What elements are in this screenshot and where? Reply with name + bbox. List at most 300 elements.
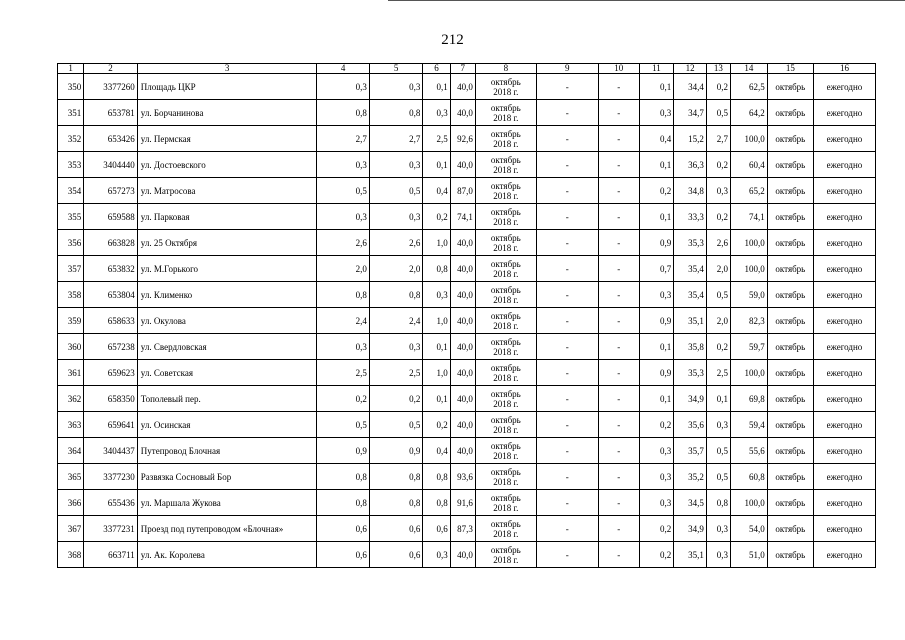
col11-value: 0,1 bbox=[639, 204, 674, 230]
col4-value: 2,4 bbox=[317, 308, 370, 334]
col15-month: октябрь bbox=[767, 360, 813, 386]
col4-value: 0,5 bbox=[317, 412, 370, 438]
date-year: 2018 г. bbox=[493, 268, 519, 279]
date-year: 2018 г. bbox=[493, 294, 519, 305]
col14-value: 74,1 bbox=[730, 204, 767, 230]
col9-value: - bbox=[536, 412, 598, 438]
col11-value: 0,1 bbox=[639, 386, 674, 412]
col5-value: 0,6 bbox=[369, 542, 423, 568]
col13-value: 0,1 bbox=[706, 386, 730, 412]
row-number: 368 bbox=[58, 542, 84, 568]
col4-value: 2,6 bbox=[317, 230, 370, 256]
column-number-row bbox=[58, 64, 876, 74]
col12-value: 35,7 bbox=[674, 438, 707, 464]
row-number: 354 bbox=[58, 178, 84, 204]
date-year: 2018 г. bbox=[493, 320, 519, 331]
column-header: 11 bbox=[639, 64, 674, 74]
col6-value: 0,8 bbox=[423, 464, 450, 490]
col11-value: 0,3 bbox=[639, 100, 674, 126]
column-header: 15 bbox=[767, 64, 813, 74]
date-year: 2018 г. bbox=[493, 372, 519, 383]
date-year: 2018 г. bbox=[493, 476, 519, 487]
col12-value: 34,9 bbox=[674, 516, 707, 542]
object-name: ул. Клименко bbox=[137, 282, 317, 308]
object-name: ул. Маршала Жукова bbox=[137, 490, 317, 516]
col6-value: 0,1 bbox=[423, 152, 450, 178]
col7-value: 40,0 bbox=[450, 230, 475, 256]
col16-period: ежегодно bbox=[813, 490, 875, 516]
col4-value: 0,3 bbox=[317, 152, 370, 178]
col4-value: 0,8 bbox=[317, 282, 370, 308]
col9-value: - bbox=[536, 360, 598, 386]
date-month: октябрь bbox=[490, 466, 521, 477]
col8-date bbox=[475, 282, 536, 308]
col10-value: - bbox=[598, 100, 639, 126]
col9-value: - bbox=[536, 230, 598, 256]
col12-value: 33,3 bbox=[674, 204, 707, 230]
col13-value: 0,2 bbox=[706, 204, 730, 230]
row-number: 366 bbox=[58, 490, 84, 516]
object-code: 663711 bbox=[84, 542, 138, 568]
col5-value: 2,4 bbox=[369, 308, 423, 334]
col4-value: 0,3 bbox=[317, 334, 370, 360]
col8-date bbox=[475, 204, 536, 230]
object-code: 653781 bbox=[84, 100, 138, 126]
object-code: 657273 bbox=[84, 178, 138, 204]
col16-period: ежегодно bbox=[813, 464, 875, 490]
col4-value: 0,6 bbox=[317, 516, 370, 542]
col6-value: 0,6 bbox=[423, 516, 450, 542]
date-year: 2018 г. bbox=[493, 450, 519, 461]
row-number: 364 bbox=[58, 438, 84, 464]
col10-value: - bbox=[598, 126, 639, 152]
table-row bbox=[58, 334, 876, 360]
col15-month: октябрь bbox=[767, 412, 813, 438]
date-month: октябрь bbox=[490, 414, 521, 425]
date-month: октябрь bbox=[490, 76, 521, 87]
col8-date bbox=[475, 490, 536, 516]
column-header: 10 bbox=[598, 64, 639, 74]
col6-value: 0,2 bbox=[423, 204, 450, 230]
object-name: ул. Ак. Королева bbox=[137, 542, 317, 568]
col12-value: 15,2 bbox=[674, 126, 707, 152]
col6-value: 2,5 bbox=[423, 126, 450, 152]
col9-value: - bbox=[536, 256, 598, 282]
date-year: 2018 г. bbox=[493, 164, 519, 175]
col5-value: 0,6 bbox=[369, 516, 423, 542]
col14-value: 59,4 bbox=[730, 412, 767, 438]
col16-period: ежегодно bbox=[813, 100, 875, 126]
object-name: ул. Осинская bbox=[137, 412, 317, 438]
col12-value: 35,3 bbox=[674, 230, 707, 256]
col10-value: - bbox=[598, 256, 639, 282]
col9-value: - bbox=[536, 74, 598, 100]
col6-value: 0,3 bbox=[423, 542, 450, 568]
date-month: октябрь bbox=[490, 544, 521, 555]
row-number: 367 bbox=[58, 516, 84, 542]
date-month: октябрь bbox=[490, 336, 521, 347]
col8-date bbox=[475, 230, 536, 256]
col13-value: 0,2 bbox=[706, 334, 730, 360]
table-row bbox=[58, 412, 876, 438]
col11-value: 0,2 bbox=[639, 178, 674, 204]
table-row bbox=[58, 542, 876, 568]
col8-date bbox=[475, 126, 536, 152]
col12-value: 35,2 bbox=[674, 464, 707, 490]
column-header: 4 bbox=[317, 64, 370, 74]
col6-value: 0,8 bbox=[423, 256, 450, 282]
col7-value: 40,0 bbox=[450, 74, 475, 100]
date-year: 2018 г. bbox=[493, 190, 519, 201]
col15-month: октябрь bbox=[767, 282, 813, 308]
col7-value: 40,0 bbox=[450, 334, 475, 360]
col14-value: 100,0 bbox=[730, 230, 767, 256]
table-row bbox=[58, 178, 876, 204]
object-name: Развязка Сосновый Бор bbox=[137, 464, 317, 490]
col11-value: 0,1 bbox=[639, 74, 674, 100]
col9-value: - bbox=[536, 516, 598, 542]
col4-value: 2,0 bbox=[317, 256, 370, 282]
col10-value: - bbox=[598, 74, 639, 100]
col15-month: октябрь bbox=[767, 516, 813, 542]
col5-value: 0,8 bbox=[369, 282, 423, 308]
row-number: 365 bbox=[58, 464, 84, 490]
date-year: 2018 г. bbox=[493, 216, 519, 227]
col10-value: - bbox=[598, 438, 639, 464]
col13-value: 0,3 bbox=[706, 542, 730, 568]
col4-value: 0,9 bbox=[317, 438, 370, 464]
col16-period: ежегодно bbox=[813, 256, 875, 282]
object-code: 659641 bbox=[84, 412, 138, 438]
col14-value: 100,0 bbox=[730, 360, 767, 386]
col7-value: 40,0 bbox=[450, 100, 475, 126]
table-row bbox=[58, 386, 876, 412]
col13-value: 0,5 bbox=[706, 464, 730, 490]
col15-month: октябрь bbox=[767, 230, 813, 256]
col12-value: 35,8 bbox=[674, 334, 707, 360]
column-header: 7 bbox=[450, 64, 475, 74]
object-code: 653426 bbox=[84, 126, 138, 152]
col14-value: 60,8 bbox=[730, 464, 767, 490]
column-header: 3 bbox=[137, 64, 317, 74]
table-row bbox=[58, 438, 876, 464]
col16-period: ежегодно bbox=[813, 204, 875, 230]
col6-value: 0,2 bbox=[423, 412, 450, 438]
col8-date bbox=[475, 334, 536, 360]
top-rule bbox=[388, 0, 905, 1]
date-month: октябрь bbox=[490, 518, 521, 529]
date-year: 2018 г. bbox=[493, 398, 519, 409]
object-code: 659623 bbox=[84, 360, 138, 386]
col16-period: ежегодно bbox=[813, 386, 875, 412]
object-name: ул. Свердловская bbox=[137, 334, 317, 360]
col5-value: 0,8 bbox=[369, 490, 423, 516]
col9-value: - bbox=[536, 464, 598, 490]
object-name: ул. Пермская bbox=[137, 126, 317, 152]
row-number: 358 bbox=[58, 282, 84, 308]
col6-value: 0,1 bbox=[423, 74, 450, 100]
object-code: 3377260 bbox=[84, 74, 138, 100]
col7-value: 40,0 bbox=[450, 152, 475, 178]
col6-value: 0,4 bbox=[423, 178, 450, 204]
col14-value: 55,6 bbox=[730, 438, 767, 464]
col11-value: 0,9 bbox=[639, 230, 674, 256]
object-code: 3377231 bbox=[84, 516, 138, 542]
col11-value: 0,2 bbox=[639, 412, 674, 438]
col16-period: ежегодно bbox=[813, 126, 875, 152]
object-code: 658633 bbox=[84, 308, 138, 334]
page-number: 212 bbox=[441, 32, 464, 48]
column-header: 2 bbox=[84, 64, 138, 74]
col14-value: 60,4 bbox=[730, 152, 767, 178]
object-name: Путепровод Блочная bbox=[137, 438, 317, 464]
col4-value: 0,6 bbox=[317, 542, 370, 568]
col7-value: 40,0 bbox=[450, 386, 475, 412]
object-name: ул. 25 Октября bbox=[137, 230, 317, 256]
col5-value: 0,2 bbox=[369, 386, 423, 412]
row-number: 360 bbox=[58, 334, 84, 360]
col14-value: 100,0 bbox=[730, 126, 767, 152]
col11-value: 0,3 bbox=[639, 464, 674, 490]
date-month: октябрь bbox=[490, 232, 521, 243]
column-header: 9 bbox=[536, 64, 598, 74]
col9-value: - bbox=[536, 204, 598, 230]
col4-value: 0,5 bbox=[317, 178, 370, 204]
col11-value: 0,3 bbox=[639, 490, 674, 516]
col5-value: 2,6 bbox=[369, 230, 423, 256]
column-header: 1 bbox=[58, 64, 84, 74]
col13-value: 0,3 bbox=[706, 412, 730, 438]
col14-value: 54,0 bbox=[730, 516, 767, 542]
row-number: 352 bbox=[58, 126, 84, 152]
col8-date bbox=[475, 308, 536, 334]
col10-value: - bbox=[598, 360, 639, 386]
row-number: 351 bbox=[58, 100, 84, 126]
col11-value: 0,1 bbox=[639, 152, 674, 178]
col16-period: ежегодно bbox=[813, 308, 875, 334]
row-number: 359 bbox=[58, 308, 84, 334]
col15-month: октябрь bbox=[767, 308, 813, 334]
object-name: ул. Матросова bbox=[137, 178, 317, 204]
object-name: Проезд под путепроводом «Блочная» bbox=[137, 516, 317, 542]
col6-value: 1,0 bbox=[423, 360, 450, 386]
column-header: 14 bbox=[730, 64, 767, 74]
col8-date bbox=[475, 152, 536, 178]
col13-value: 2,0 bbox=[706, 256, 730, 282]
object-name: ул. М.Горького bbox=[137, 256, 317, 282]
col15-month: октябрь bbox=[767, 542, 813, 568]
col11-value: 0,1 bbox=[639, 334, 674, 360]
col15-month: октябрь bbox=[767, 152, 813, 178]
col7-value: 91,6 bbox=[450, 490, 475, 516]
col6-value: 0,3 bbox=[423, 100, 450, 126]
col5-value: 0,5 bbox=[369, 178, 423, 204]
col7-value: 92,6 bbox=[450, 126, 475, 152]
date-month: октябрь bbox=[490, 284, 521, 295]
col16-period: ежегодно bbox=[813, 74, 875, 100]
date-month: октябрь bbox=[490, 154, 521, 165]
date-year: 2018 г. bbox=[493, 346, 519, 357]
col8-date bbox=[475, 178, 536, 204]
col11-value: 0,7 bbox=[639, 256, 674, 282]
row-number: 362 bbox=[58, 386, 84, 412]
col7-value: 40,0 bbox=[450, 282, 475, 308]
col14-value: 51,0 bbox=[730, 542, 767, 568]
col9-value: - bbox=[536, 308, 598, 334]
column-header: 12 bbox=[674, 64, 707, 74]
date-month: октябрь bbox=[490, 180, 521, 191]
column-header: 8 bbox=[475, 64, 536, 74]
col7-value: 40,0 bbox=[450, 412, 475, 438]
column-header: 6 bbox=[423, 64, 450, 74]
col13-value: 0,3 bbox=[706, 178, 730, 204]
object-name: ул. Достоевского bbox=[137, 152, 317, 178]
col16-period: ежегодно bbox=[813, 516, 875, 542]
col8-date bbox=[475, 256, 536, 282]
col8-date bbox=[475, 386, 536, 412]
col16-period: ежегодно bbox=[813, 152, 875, 178]
col14-value: 59,7 bbox=[730, 334, 767, 360]
col11-value: 0,2 bbox=[639, 516, 674, 542]
col16-period: ежегодно bbox=[813, 230, 875, 256]
object-code: 3377230 bbox=[84, 464, 138, 490]
col10-value: - bbox=[598, 152, 639, 178]
col4-value: 2,7 bbox=[317, 126, 370, 152]
col11-value: 0,4 bbox=[639, 126, 674, 152]
col5-value: 0,3 bbox=[369, 152, 423, 178]
col8-date bbox=[475, 542, 536, 568]
col13-value: 0,5 bbox=[706, 100, 730, 126]
col12-value: 34,5 bbox=[674, 490, 707, 516]
col9-value: - bbox=[536, 490, 598, 516]
col12-value: 36,3 bbox=[674, 152, 707, 178]
date-month: октябрь bbox=[490, 492, 521, 503]
col13-value: 2,7 bbox=[706, 126, 730, 152]
object-name: ул. Парковая bbox=[137, 204, 317, 230]
col10-value: - bbox=[598, 334, 639, 360]
date-year: 2018 г. bbox=[493, 502, 519, 513]
row-number: 356 bbox=[58, 230, 84, 256]
col9-value: - bbox=[536, 178, 598, 204]
col4-value: 0,8 bbox=[317, 464, 370, 490]
col9-value: - bbox=[536, 438, 598, 464]
col12-value: 35,1 bbox=[674, 542, 707, 568]
col13-value: 2,0 bbox=[706, 308, 730, 334]
col6-value: 0,1 bbox=[423, 334, 450, 360]
col7-value: 93,6 bbox=[450, 464, 475, 490]
col8-date bbox=[475, 464, 536, 490]
object-code: 658350 bbox=[84, 386, 138, 412]
col15-month: октябрь bbox=[767, 386, 813, 412]
col13-value: 0,2 bbox=[706, 74, 730, 100]
col4-value: 0,3 bbox=[317, 204, 370, 230]
object-code: 653832 bbox=[84, 256, 138, 282]
date-year: 2018 г. bbox=[493, 112, 519, 123]
col7-value: 40,0 bbox=[450, 308, 475, 334]
table-row bbox=[58, 152, 876, 178]
table-row bbox=[58, 100, 876, 126]
col14-value: 69,8 bbox=[730, 386, 767, 412]
col6-value: 0,4 bbox=[423, 438, 450, 464]
col10-value: - bbox=[598, 230, 639, 256]
object-code: 655436 bbox=[84, 490, 138, 516]
col6-value: 1,0 bbox=[423, 230, 450, 256]
column-header: 16 bbox=[813, 64, 875, 74]
column-header: 13 bbox=[706, 64, 730, 74]
col5-value: 2,0 bbox=[369, 256, 423, 282]
col7-value: 40,0 bbox=[450, 438, 475, 464]
col14-value: 100,0 bbox=[730, 490, 767, 516]
col14-value: 62,5 bbox=[730, 74, 767, 100]
col15-month: октябрь bbox=[767, 256, 813, 282]
col15-month: октябрь bbox=[767, 100, 813, 126]
col16-period: ежегодно bbox=[813, 412, 875, 438]
col12-value: 34,9 bbox=[674, 386, 707, 412]
date-year: 2018 г. bbox=[493, 138, 519, 149]
col5-value: 0,3 bbox=[369, 74, 423, 100]
date-year: 2018 г. bbox=[493, 528, 519, 539]
date-year: 2018 г. bbox=[493, 242, 519, 253]
col7-value: 87,0 bbox=[450, 178, 475, 204]
col16-period: ежегодно bbox=[813, 438, 875, 464]
table-row bbox=[58, 74, 876, 100]
object-name: Площадь ЦКР bbox=[137, 74, 317, 100]
col15-month: октябрь bbox=[767, 178, 813, 204]
col14-value: 100,0 bbox=[730, 256, 767, 282]
table-row bbox=[58, 464, 876, 490]
col8-date bbox=[475, 516, 536, 542]
col4-value: 0,8 bbox=[317, 100, 370, 126]
col10-value: - bbox=[598, 464, 639, 490]
col7-value: 40,0 bbox=[450, 360, 475, 386]
object-code: 657238 bbox=[84, 334, 138, 360]
col7-value: 40,0 bbox=[450, 542, 475, 568]
table-row bbox=[58, 308, 876, 334]
column-header: 5 bbox=[369, 64, 423, 74]
col5-value: 0,8 bbox=[369, 100, 423, 126]
object-code: 663828 bbox=[84, 230, 138, 256]
col5-value: 0,3 bbox=[369, 204, 423, 230]
col8-date bbox=[475, 100, 536, 126]
col9-value: - bbox=[536, 282, 598, 308]
col10-value: - bbox=[598, 412, 639, 438]
object-name: ул. Советская bbox=[137, 360, 317, 386]
date-month: октябрь bbox=[490, 258, 521, 269]
col8-date bbox=[475, 438, 536, 464]
col14-value: 64,2 bbox=[730, 100, 767, 126]
row-number: 355 bbox=[58, 204, 84, 230]
col5-value: 2,7 bbox=[369, 126, 423, 152]
col5-value: 0,8 bbox=[369, 464, 423, 490]
table-row bbox=[58, 360, 876, 386]
col6-value: 0,3 bbox=[423, 282, 450, 308]
col13-value: 0,5 bbox=[706, 282, 730, 308]
col5-value: 0,3 bbox=[369, 334, 423, 360]
object-name: ул. Борчанинова bbox=[137, 100, 317, 126]
col10-value: - bbox=[598, 308, 639, 334]
col11-value: 0,3 bbox=[639, 438, 674, 464]
col4-value: 0,3 bbox=[317, 74, 370, 100]
col5-value: 2,5 bbox=[369, 360, 423, 386]
col10-value: - bbox=[598, 490, 639, 516]
col9-value: - bbox=[536, 100, 598, 126]
col4-value: 0,8 bbox=[317, 490, 370, 516]
table-row bbox=[58, 126, 876, 152]
date-month: октябрь bbox=[490, 102, 521, 113]
table-row bbox=[58, 256, 876, 282]
col7-value: 40,0 bbox=[450, 256, 475, 282]
col11-value: 0,9 bbox=[639, 360, 674, 386]
